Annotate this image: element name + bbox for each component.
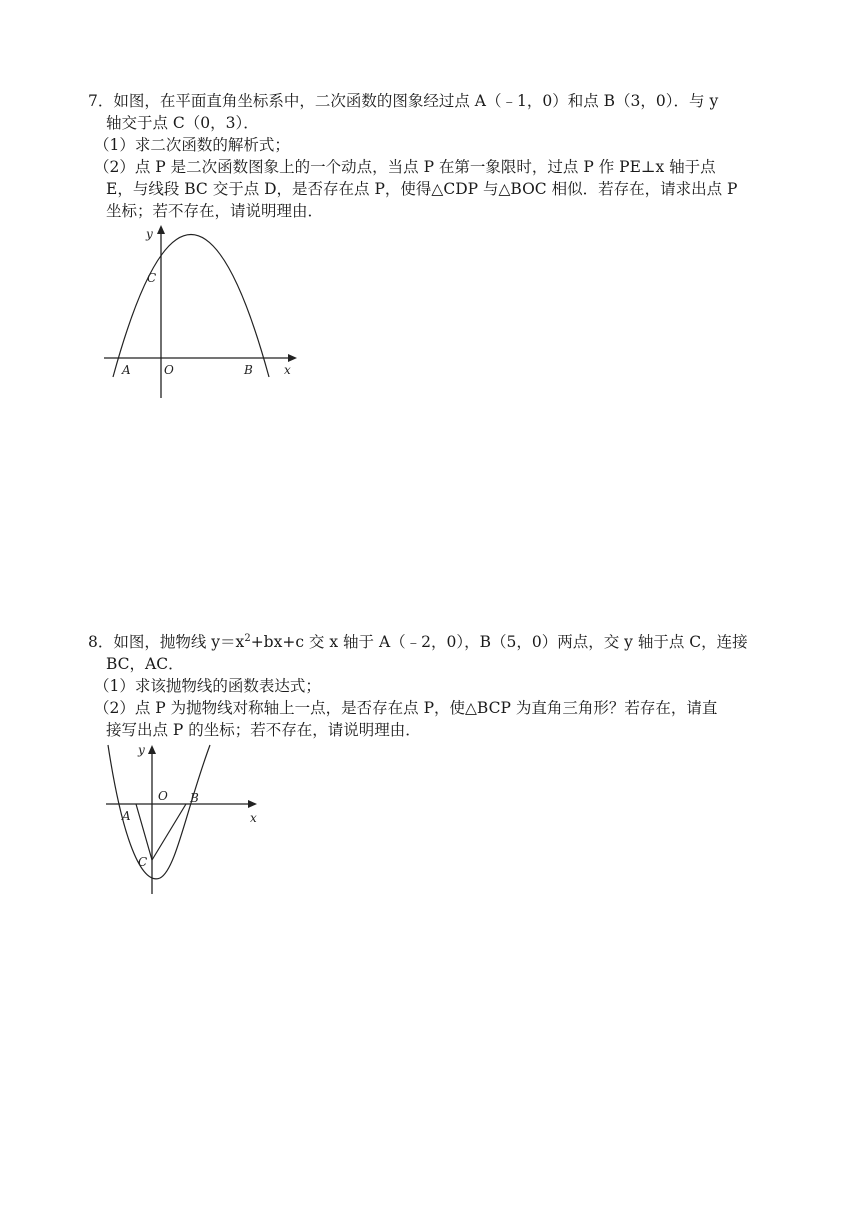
- label-B: B: [190, 791, 199, 805]
- parabola-curve: [113, 235, 269, 378]
- y-axis-arrow: [157, 225, 165, 234]
- segment-AC: [136, 804, 152, 860]
- problem-7: [88, 90, 788, 222]
- problem-8-stem-line1-a: 如图，抛物线 y＝x: [113, 633, 245, 651]
- problem-8-stem-line1-b: +bx+c 交 x 轴于 A（﹣2，0），B（5，0）两点，交 y 轴于点 C，连接: [250, 633, 748, 651]
- problem-8-number: 8．: [88, 633, 114, 651]
- label-y: y: [146, 227, 153, 241]
- label-A: A: [122, 809, 131, 823]
- y-axis-arrow: [148, 745, 156, 754]
- problem-7-stem-line1: 如图，在平面直角坐标系中，二次函数的图象经过点 A（﹣1，0）和点 B（3，0）．与 y: [113, 92, 719, 110]
- problem-8-question-1: （1）求该抛物线的函数表达式；: [94, 677, 321, 695]
- problem-8-exponent: 2: [244, 632, 251, 644]
- label-x: x: [284, 363, 291, 377]
- problem-7-question-1: （1）求二次函数的解析式；: [94, 136, 290, 154]
- label-x: x: [250, 811, 257, 825]
- label-y: y: [138, 743, 145, 757]
- problem-7-number: 7．: [88, 92, 114, 110]
- problem-7-question-2-line3: 坐标；若不存在，请说明理由．: [106, 202, 324, 220]
- problem-8: [88, 631, 788, 741]
- problem-7-stem-line2: 轴交于点 C（0，3）．: [106, 114, 259, 132]
- segment-BC: [152, 804, 186, 860]
- label-O: O: [164, 363, 174, 377]
- x-axis-arrow: [288, 354, 297, 362]
- problem-8-figure: [102, 740, 267, 898]
- problem-8-question-2-line2: 接写出点 P 的坐标；若不存在，请说明理由．: [106, 721, 421, 739]
- label-B: B: [244, 363, 253, 377]
- problem-7-question-2-line2: E，与线段 BC 交于点 D，是否存在点 P，使得△CDP 与△BOC 相似．若存在，请求出点 P: [106, 180, 738, 198]
- problem-7-question-2-line1: （2）点 P 是二次函数图象上的一个动点，当点 P 在第一象限时，过点 P 作 PE⊥x 轴于点: [94, 158, 716, 176]
- label-C: C: [138, 855, 148, 869]
- label-C: C: [147, 271, 157, 285]
- x-axis-arrow: [248, 800, 257, 808]
- problem-7-figure: [100, 222, 305, 402]
- problem-8-question-2-line1: （2）点 P 为抛物线对称轴上一点，是否存在点 P，使△BCP 为直角三角形？若存在，请直: [94, 699, 718, 717]
- label-O: O: [158, 789, 168, 803]
- label-A: A: [122, 363, 131, 377]
- problem-8-stem-line2: BC，AC．: [106, 655, 184, 673]
